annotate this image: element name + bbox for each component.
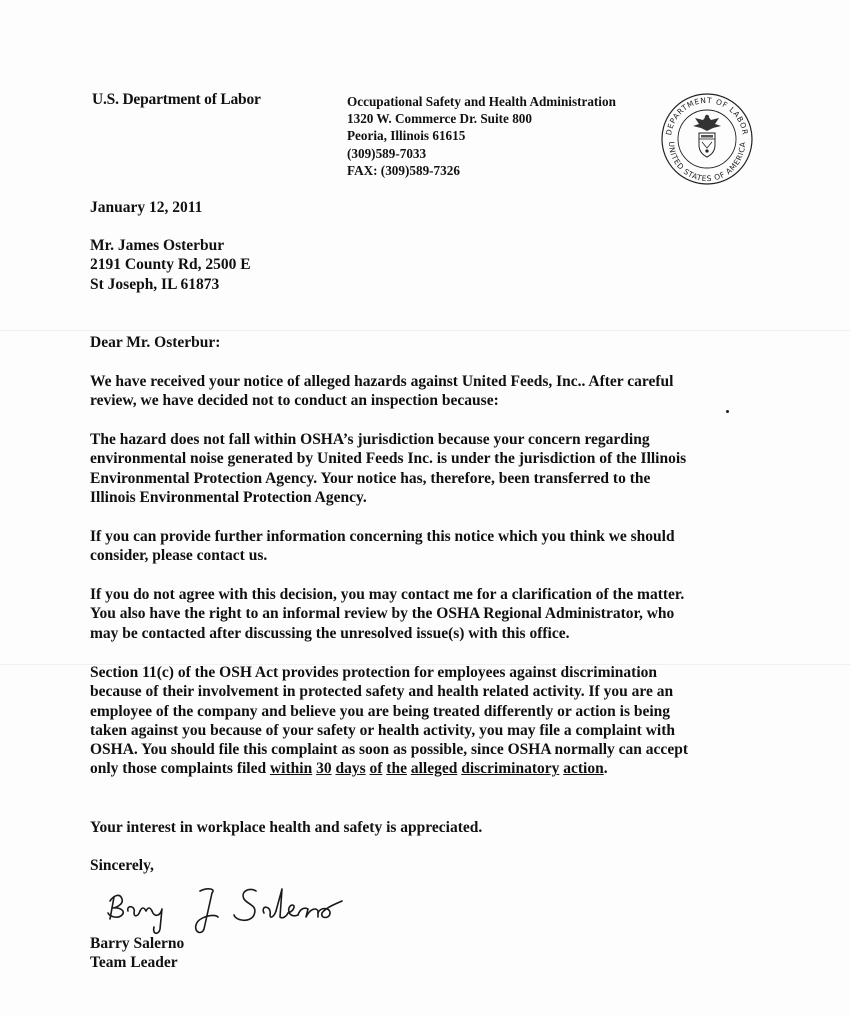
agency-address-block [347,93,616,179]
underlined-word: within [269,760,313,778]
signer-title: Team Leader [90,954,178,972]
closing-sentence: Your interest in workplace health and safety is appreciated. [90,819,483,836]
paper-speck [726,410,729,413]
recipient-city: St Joseph, IL 61873 [90,275,220,293]
paragraph-line: environmental noise generated by United Feeds Inc. is under the jurisdiction of the Illinois [90,450,687,468]
department-of-labor-seal-icon [657,93,757,185]
paragraph-line: If you can provide further information concerning this notice which you think we should [90,528,675,545]
paragraph-notice-received [90,372,750,411]
paragraph-line: You also have the right to an informal review by the OSHA Regional Administrator, who [90,605,675,623]
paragraph-last-line [90,759,750,778]
handwritten-signature [104,877,364,937]
paragraph-line: Environmental Protection Agency. Your notice has, therefore, been transferred to the [90,469,651,487]
paragraph-line: review, we have decided not to conduct an inspection because: [90,392,499,410]
paragraph-line: We have received your notice of alleged hazards against United Feeds, Inc.. After careful [90,373,674,390]
underlined-word: alleged [410,760,458,778]
paper-fold-line [0,330,850,331]
recipient-street: 2191 County Rd, 2500 E [90,256,251,274]
last-line-period: . [603,760,608,778]
paragraph-line: OSHA. You should file this complaint as soon as possible, since OSHA normally can accept [90,741,688,759]
underlined-word: 30 [316,760,332,778]
recipient-address [90,236,750,294]
paragraph-further-information [90,527,750,566]
salutation: Dear Mr. Osterbur: [90,334,221,351]
paragraph-line: The hazard does not fall within OSHA’s jurisdiction because your concern regarding [90,431,650,448]
recipient-name: Mr. James Osterbur [90,237,225,254]
paragraph-line: taken against you because of your safety or health activity, you may file a complaint with [90,721,675,739]
department-name: U.S. Department of Labor [92,91,261,108]
agency-phone: (309)589-7033 [347,145,427,161]
underlined-word: action [563,760,604,778]
paragraph-disagree-review [90,585,750,643]
signer-name: Barry Salerno [90,935,185,952]
paragraph-line: If you do not agree with this decision, you may contact me for a clarification of the matter. [90,586,685,603]
paragraph-line: consider, please contact us. [90,547,268,565]
underlined-word: discriminatory [461,760,560,778]
last-line-text: only those complaints filed [90,760,270,778]
underlined-word: the [386,760,407,778]
seal-bottom-text: UNITED STATES OF AMERICA [666,141,748,184]
closing: Sincerely, [90,857,154,874]
underlined-word: of [369,760,383,778]
letter-date: January 12, 2011 [90,199,203,216]
paragraph-line: because of their involvement in protected safety and health related activity. If you are an [90,683,674,701]
paragraph-line: Illinois Environmental Protection Agency. [90,488,367,506]
underlined-word: days [335,760,366,778]
agency-name: Occupational Safety and Health Administration [347,94,616,109]
paragraph-line: may be contacted after discussing the unresolved issue(s) with this office. [90,624,570,642]
agency-street: 1320 W. Commerce Dr. Suite 800 [347,111,532,127]
signer-block [90,934,750,973]
paragraph-line: Section 11(c) of the OSH Act provides protection for employees against discrimination [90,664,658,681]
agency-fax: FAX: (309)589-7326 [347,162,460,178]
paragraph-line: employee of the company and believe you are being treated differently or action is being [90,702,671,720]
paragraph-section-11c [90,663,750,779]
agency-city: Peoria, Illinois 61615 [347,128,466,144]
paragraph-jurisdiction [90,430,750,507]
seal-top-text: DEPARTMENT OF LABOR [664,95,750,137]
